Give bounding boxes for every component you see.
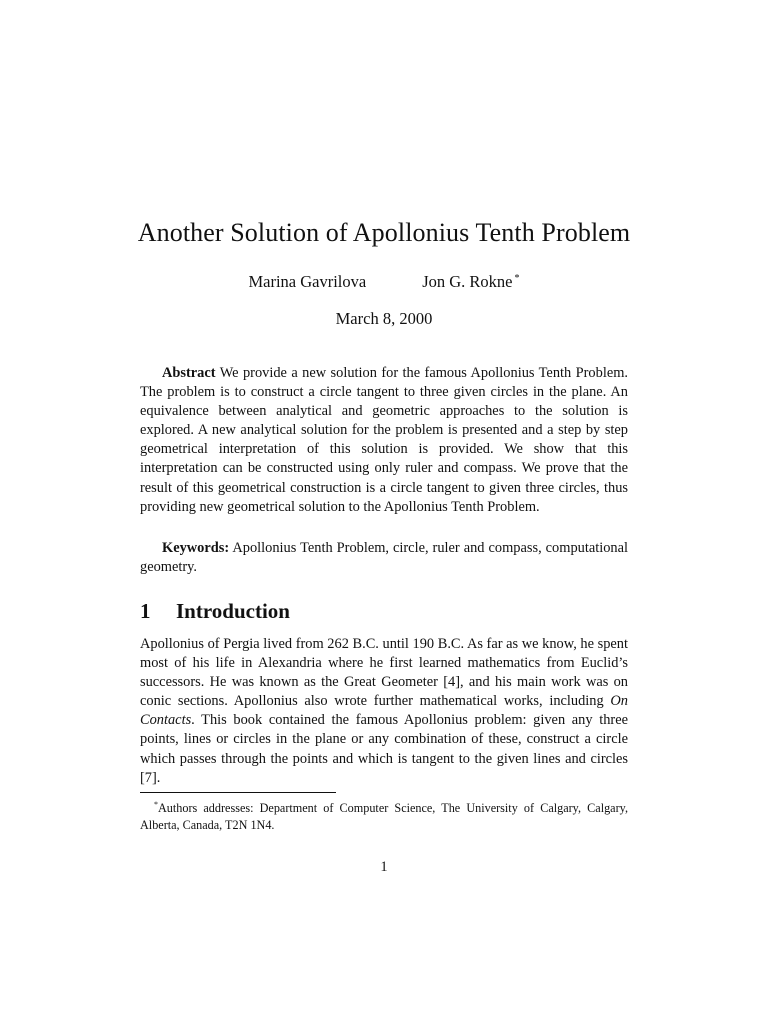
paper-title: Another Solution of Apollonius Tenth Problem	[137, 218, 631, 247]
footnote-marker: *	[154, 800, 158, 809]
abstract	[140, 364, 628, 517]
author-line	[0, 272, 768, 292]
book-title: On Contacts	[140, 693, 628, 729]
keywords-text: Apollonius Tenth Problem, circle, ruler and compass, computational geometry.	[140, 540, 628, 576]
section-heading	[140, 599, 290, 624]
abstract-label: Abstract	[162, 365, 216, 381]
author-name: Marina Gavrilova	[248, 272, 367, 291]
intro-text: . This book contained the famous Apollonius problem: given any three points, lines or circles in the plane or any combination of these, construct a circle which passes through the points and which is tangent to the given lines and circles [7].	[140, 712, 628, 786]
introduction-paragraph	[140, 635, 628, 788]
keywords	[140, 539, 628, 577]
footnote-marker: *	[514, 273, 520, 284]
footnote	[140, 796, 628, 834]
paper-date: March 8, 2000	[335, 309, 433, 328]
section-number: 1	[140, 599, 151, 623]
author-name: Jon G. Rokne	[422, 272, 513, 291]
footnote-divider	[140, 792, 336, 793]
page-number: 1	[380, 859, 388, 875]
section-title: Introduction	[176, 599, 290, 623]
keywords-label: Keywords:	[162, 540, 230, 556]
intro-text: Apollonius of Pergia lived from 262 B.C. until 190 B.C. As far as we know, he spent most of his life in Alexandria where he first learned mathematics from Euclid’s successors. He was known as the Great Geometer [4], and his main work was on conic sections. Apollonius also wrote further mathematical works, including	[140, 636, 628, 710]
footnote-text: Authors addresses: Department of Computer Science, The University of Calgary, Calgary, Alberta, Canada, T2N 1N4.	[140, 801, 628, 832]
abstract-text: We provide a new solution for the famous Apollonius Tenth Problem. The problem is to construct a circle tangent to three given circles in the plane. An equivalence between analytical and geometric approaches to the solution is explored. A new analytical solution for the problem is presented and a step by step geometrical interpretation of this solution is provided. We show that this interpretation can be constructed using only ruler and compass. We prove that the result of this geometrical construction is a circle tangent to given three circles, thus providing new geometrical solution to the Apollonius Tenth Problem.	[140, 365, 628, 515]
